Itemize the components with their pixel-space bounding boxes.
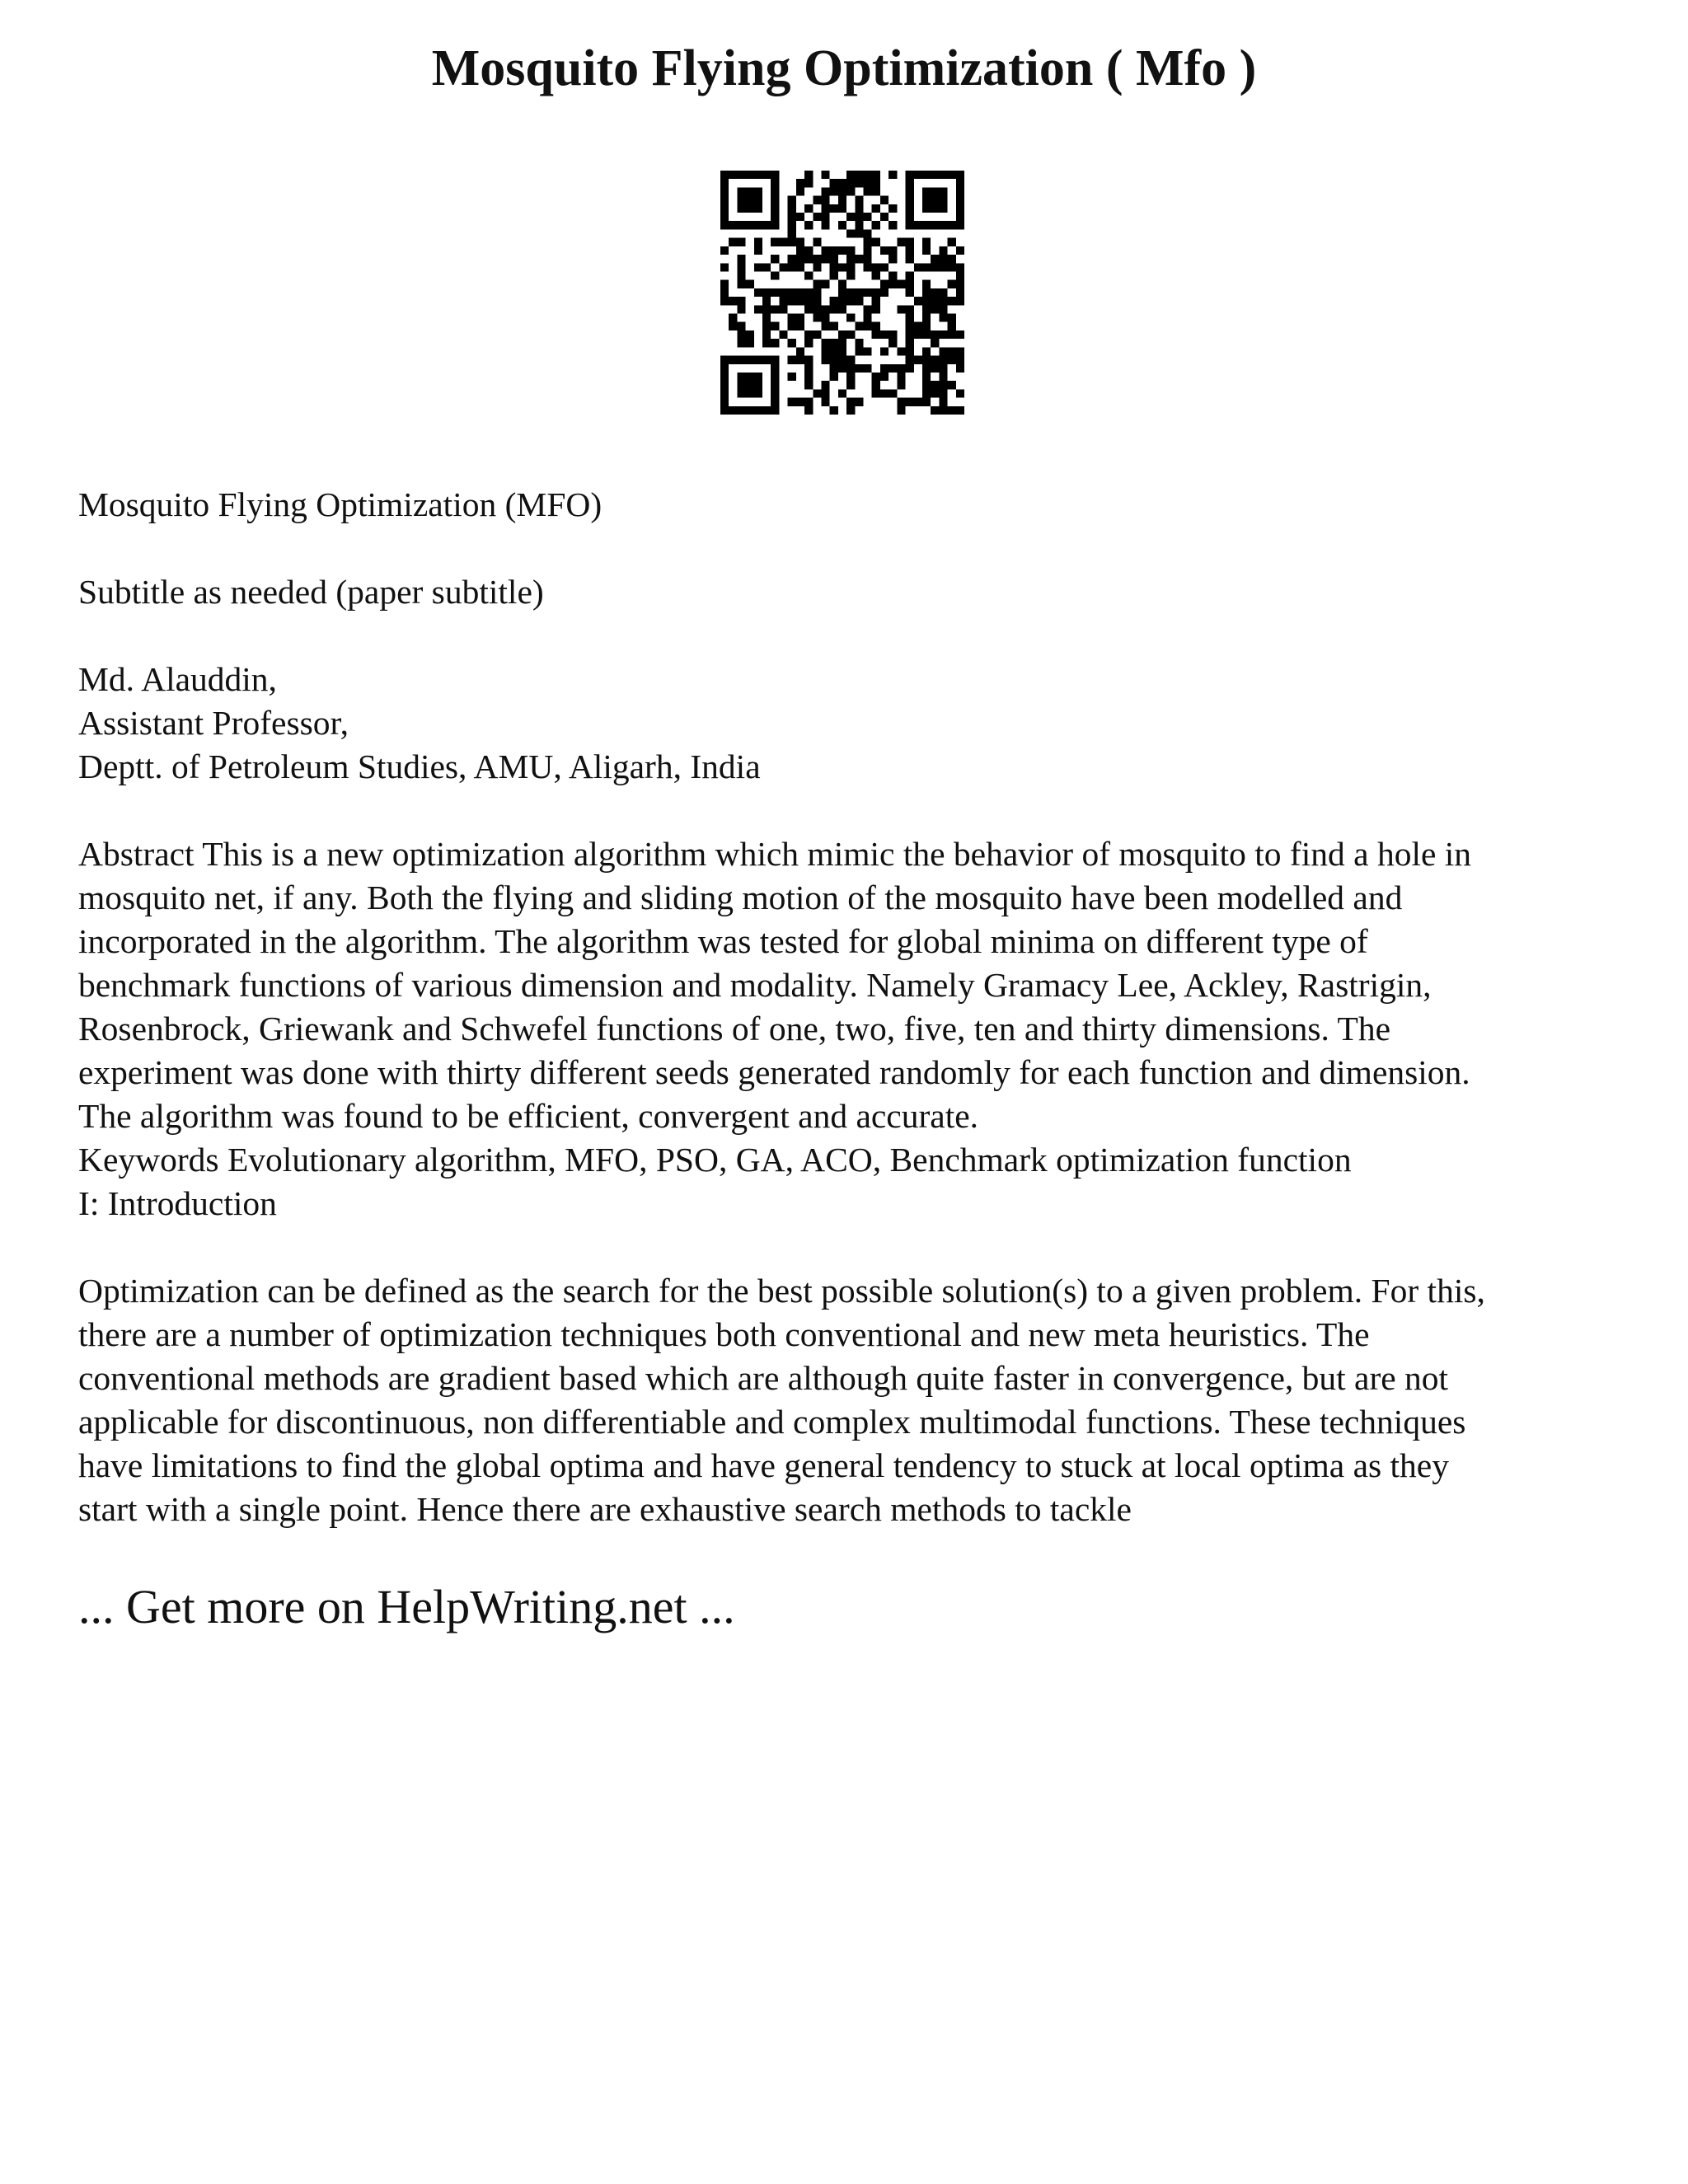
intro-line: applicable for discontinuous, non differentiable and complex multimodal functions. These techniques: [78, 1403, 1466, 1441]
paper-subtitle: Subtitle as needed (paper subtitle): [78, 573, 544, 611]
abstract-line: experiment was done with thirty different seeds generated randomly for each function and dimension.: [78, 1053, 1470, 1091]
intro-line: there are a number of optimization techniques both conventional and new meta heuristics. The: [78, 1315, 1370, 1353]
author-affiliation: Deptt. of Petroleum Studies, AMU, Aligarh, India: [78, 748, 761, 785]
abstract-line: benchmark functions of various dimension and modality. Namely Gramacy Lee, Ackley, Rastrigin,: [78, 966, 1432, 1004]
intro-line: Optimization can be defined as the search for the best possible solution(s) to a given problem. For this,: [78, 1272, 1485, 1310]
intro-line: conventional methods are gradient based which are although quite faster in convergence, but are not: [78, 1359, 1449, 1397]
abstract-line: Rosenbrock, Griewank and Schwefel functions of one, two, five, ten and thirty dimensions. The: [78, 1010, 1391, 1047]
abstract-line: mosquito net, if any. Both the flying and sliding motion of the mosquito have been modelled and: [78, 879, 1403, 916]
document-body: [78, 483, 1628, 1531]
intro-line: have limitations to find the global optima and have general tendency to stuck at local optima as they: [78, 1446, 1449, 1484]
abstract-line: incorporated in the algorithm. The algorithm was tested for global minima on different type of: [78, 922, 1368, 960]
qr-code-icon: [720, 171, 964, 415]
get-more-link[interactable]: ... Get more on HelpWriting.net ...: [78, 1580, 735, 1633]
page-title: Mosquito Flying Optimization ( Mfo ): [431, 40, 1257, 96]
abstract-line: Abstract This is a new optimization algorithm which mimic the behavior of mosquito to find a hole in: [78, 835, 1472, 873]
abstract-line: The algorithm was found to be efficient, convergent and accurate.: [78, 1097, 979, 1135]
author-position: Assistant Professor,: [78, 704, 349, 742]
intro-line: start with a single point. Hence there are exhaustive search methods to tackle: [78, 1490, 1132, 1528]
keywords: Keywords Evolutionary algorithm, MFO, PSO, GA, ACO, Benchmark optimization function: [78, 1141, 1352, 1179]
paper-title: Mosquito Flying Optimization (MFO): [78, 485, 603, 523]
section-heading: I: Introduction: [78, 1184, 277, 1222]
author-name: Md. Alauddin,: [78, 660, 277, 698]
